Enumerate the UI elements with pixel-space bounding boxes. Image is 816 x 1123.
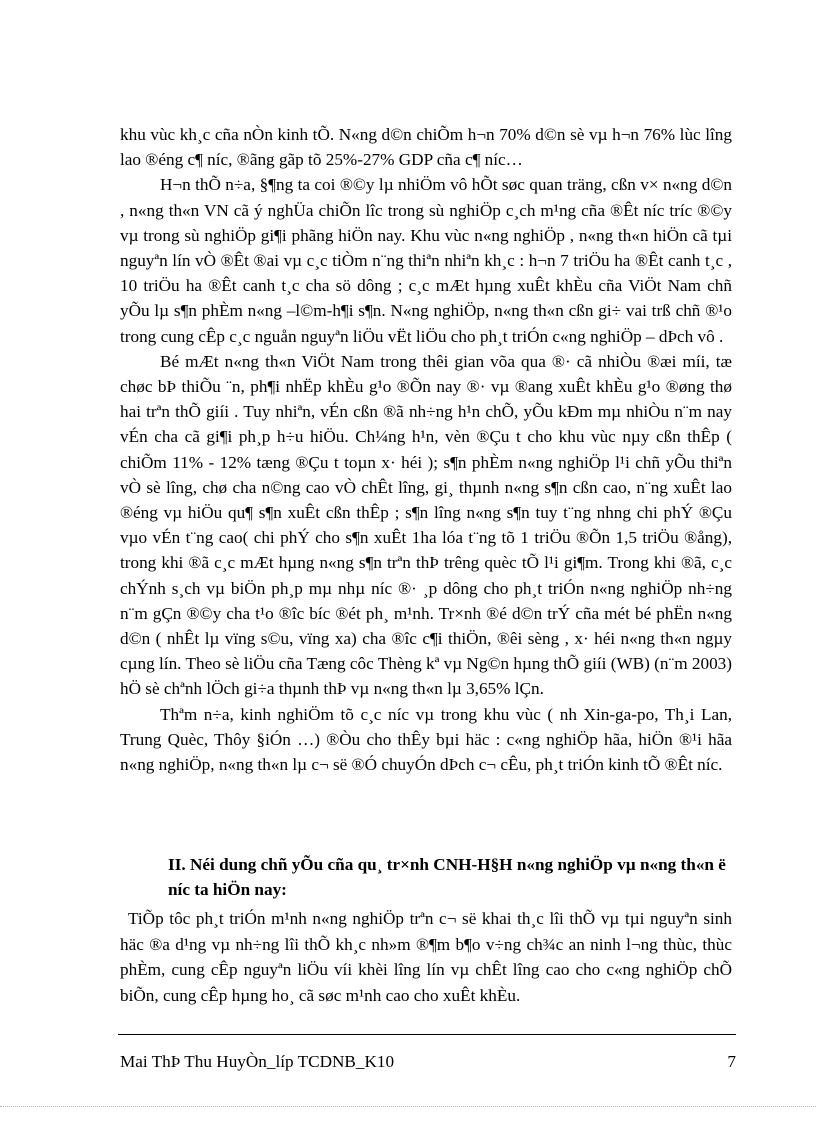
paragraph-4: Thªm n÷a, kinh nghiÖm tõ c¸c níc vµ trong khu vùc ( nh Xin-ga-po, Th¸i Lan, Trung Quèc, Thôy §iÓn …) ®Òu cho thÊy bµi häc : c«ng nghiÖp hãa, hiÖn ®¹i hãa n«ng nghiÖp, n«ng th«n lµ c¬ së ®Ó chuyÓn dÞch c¬ cÊu, ph¸t triÓn kinh tÕ ®Êt níc. bbox=[120, 704, 732, 775]
paragraph-3: Bé mÆt n«ng th«n ViÖt Nam trong thêi gian võa qua ®· cã nhiÒu ®æi míi, tæ chøc bÞ thiÕu ¨n, ph¶i nhËp khÈu g¹o ®Õn nay ®· vµ ®ang xuÊt khÈu g¹o ®øng thø hai trªn thÕ giíi . Tuy nhiªn, vÉn cßn ®ã nh÷ng h¹n chÕ, yÕu kÐm mµ nhiÒu n¨m nay vÉn cha cã gi¶i ph¸p h÷u hiÖu. Ch¼ng h¹n, vèn ®Çu t cho khu vùc nµy cßn thÊp ( chiÕm 11% - 12% tæng ®Çu t toµn x· héi ); s¶n phÈm n«ng nghiÖp l¹i chñ yÕu thiªn vÒ sè lîng, chø cha n©ng cao vÒ chÊt lîng, gi¸ thµnh n«ng s¶n cßn cao, n¨ng xuÊt lao ®éng vµ hiÖu qu¶ s¶n xuÊt cßn thÊp ; s¶n lîng n«ng s¶n tuy t¨ng nhng chi phÝ ®Çu vµo vÉn t¨ng cao( chi phÝ cho s¶n xuÊt 1ha lóa t¨ng tõ 1 triÖu ®Õn 1,5 triÖu ®ång), trong khi ®ã c¸c mÆt hµng n«ng s¶n trªn thÞ trêng quèc tÕ l¹i gi¶m. Trong khi ®ã, c¸c chÝnh s¸ch vµ biÖn ph¸p mµ nhµ níc ®· ¸p dông cho ph¸t triÓn n«ng nghiÖp nh÷ng n¨m gÇn ®©y cha t¹o ®îc bíc ®ét ph¸ m¹nh. Tr×nh ®é d©n trÝ cña mét bé phËn n«ng d©n ( nhÊt lµ vïng s©u, vïng xa) cha ®îc c¶i thiÖn, ®êi sèng , x· héi n«ng th«n ngµy cµng lín. Theo sè liÖu cña Tæng côc Thèng kª vµ Ng©n hµng thÕ giíi (WB) (n¨m 2003) hÖ sè chªnh lÖch gi÷a thµnh thÞ vµ n«ng th«n lµ 3,65% lÇn. bbox=[120, 351, 732, 699]
section-body: TiÕp tôc ph¸t triÓn m¹nh n«ng nghiÖp trªn c¬ së khai th¸c lîi thÕ vµ tµi nguyªn sinh häc ®a d¹ng vµ nh÷ng lîi thÕ kh¸c nh»m ®¶m b¶o v÷ng ch¾c an ninh l¬ng thùc, thùc phÈm, cung cÊp nguyªn liÖu víi khèi lîng lín vµ chÊt lîng cao cho c«ng nghiÖp chÕ biÕn, cung cÊp hµng ho¸ cã søc m¹nh cao cho xuÊt khÈu. bbox=[120, 909, 732, 1005]
body-text bbox=[120, 122, 732, 777]
footer-author: Mai ThÞ Thu HuyÒn_líp TCDNB_K10 bbox=[120, 1052, 395, 1071]
footer-divider bbox=[118, 1034, 736, 1035]
paragraph-2: H¬n thÕ n÷a, §¶ng ta coi ®©y lµ nhiÖm vô hÕt søc quan träng, cßn v× n«ng d©n , n«ng th«n VN cã ý nghÜa chiÕn lîc trong sù nghiÖp c¸ch m¹ng cña ®Êt níc tríc ®©y vµ trong sù nghiÖp gi¶i phãng hiÖn nay. Khu vùc n«ng nghiÖp , n«ng th«n hiÖn cã tµi nguyªn lín vÒ ®Êt ®ai vµ c¸c tiÒm n¨ng thiªn nhiªn kh¸c : h¬n 7 triÖu ha ®Êt canh t¸c , 10 triÖu ha ®Êt canh t¸c cha sö dông ; c¸c mÆt hµng xuÊt khÈu cña ViÖt Nam chñ yÕu lµ s¶n phÈm n«ng –l©m-h¶i s¶n. N«ng nghiÖp, n«ng th«n cßn gi÷ vai trß chñ ®¹o trong cung cÊp c¸c nguån nguyªn liÖu vËt liÖu cho ph¸t triÓn c«ng nghiÖp – dÞch vô . bbox=[120, 175, 732, 346]
paragraph-1: khu vùc kh¸c cña nÒn kinh tÕ. N«ng d©n chiÕm h¬n 70% d©n sè vµ h¬n 76% lùc lîng lao ®éng c¶ níc, ®ãng gãp tõ 25%-27% GDP cña c¶ níc… bbox=[120, 125, 732, 170]
page-bottom-dotted-line bbox=[0, 1106, 816, 1107]
page-number: 7 bbox=[727, 1052, 736, 1071]
section-heading: II. Néi dung chñ yÕu cña qu¸ tr×nh CNH-H§H n«ng nghiÖp vµ n«ng th«n ë níc ta hiÖn nay: bbox=[168, 855, 726, 899]
